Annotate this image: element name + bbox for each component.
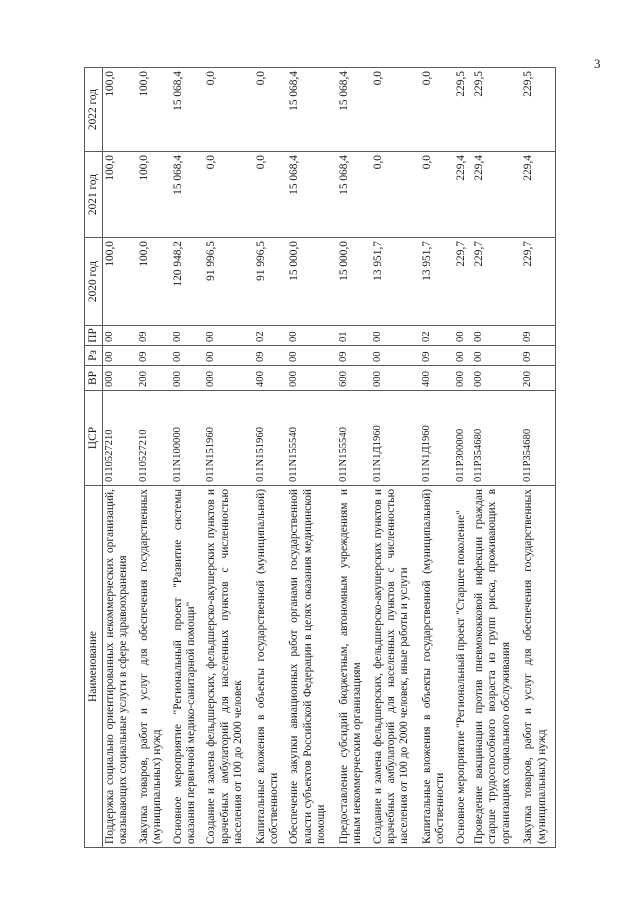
header-vr: ВР [84,366,102,391]
row-vr: 000 [170,366,204,391]
row-pr: 00 [370,326,419,346]
row-rz: 00 [204,346,253,366]
row-csr: 011N155540 [336,391,370,486]
table-row [253,68,287,848]
row-csr: 011P354680 [521,391,555,486]
row-2021: 0,0 [253,152,287,238]
row-name: Обеспечение закупки авиационных работ органами государственной власти субъектов Российской Федерации в целях оказания медицинской помощи [287,486,336,848]
row-pr: 09 [521,326,555,346]
header-2022: 2022 год [84,68,102,152]
row-pr: 02 [419,326,453,346]
row-csr: 0110527210 [102,391,136,486]
row-2020: 15 000,0 [336,238,370,326]
row-csr: 011N151960 [253,391,287,486]
table-row [204,68,253,848]
row-vr: 000 [370,366,419,391]
row-pr: 00 [102,326,136,346]
row-2022: 100,0 [136,68,170,152]
row-rz: 09 [521,346,555,366]
row-name: Проведение вакцинации против пневмококковой инфекции граждан старше трудоспособного возраста из групп риска, проживающих в организациях социального обслуживания [471,486,520,848]
row-2022: 100,0 [102,68,136,152]
budget-table [84,67,556,848]
row-rz: 00 [287,346,336,366]
row-vr: 400 [419,366,453,391]
row-2021: 229,4 [453,152,471,238]
row-rz: 09 [419,346,453,366]
row-pr: 00 [204,326,253,346]
row-vr: 000 [102,366,136,391]
row-2020: 229,7 [521,238,555,326]
row-2022: 229,5 [471,68,520,152]
row-csr: 0110527210 [136,391,170,486]
row-pr: 00 [287,326,336,346]
row-rz: 00 [471,346,520,366]
header-rz: Рз [84,346,102,366]
row-vr: 000 [453,366,471,391]
table-row [170,68,204,848]
row-pr: 01 [336,326,370,346]
rotated-document-sheet [84,68,556,848]
row-csr: 011N1Д1960 [419,391,453,486]
row-rz: 09 [336,346,370,366]
row-rz: 00 [453,346,471,366]
row-name: Капитальные вложения в объекты государственной (муниципальной) собственности [253,486,287,848]
table-row [102,68,136,848]
row-vr: 200 [136,366,170,391]
header-pr: ПР [84,326,102,346]
row-csr: 011P354680 [471,391,520,486]
row-2021: 15 068,4 [287,152,336,238]
row-2022: 0,0 [253,68,287,152]
row-name: Предоставление субсидий бюджетным, автономным учреждениям и иным некоммерческим организациям [336,486,370,848]
row-2022: 229,5 [521,68,555,152]
row-2020: 13 951,7 [419,238,453,326]
header-2020: 2020 год [84,238,102,326]
row-2021: 15 068,4 [170,152,204,238]
header-name: Наименование [84,486,102,848]
table-row [419,68,453,848]
row-2021: 229,4 [471,152,520,238]
row-rz: 09 [136,346,170,366]
row-2021: 100,0 [136,152,170,238]
row-2022: 0,0 [419,68,453,152]
row-2020: 91 996,5 [204,238,253,326]
row-csr: 011P300000 [453,391,471,486]
row-2021: 0,0 [370,152,419,238]
row-2021: 15 068,4 [336,152,370,238]
row-rz: 00 [370,346,419,366]
row-2020: 91 996,5 [253,238,287,326]
row-name: Закупка товаров, работ и услуг для обеспечения государственных (муниципальных) нужд [521,486,555,848]
row-2020: 229,7 [453,238,471,326]
row-pr: 00 [170,326,204,346]
table-row [453,68,471,848]
row-vr: 600 [336,366,370,391]
row-name: Создание и замена фельдшерских, фельдшерско-акушерских пунктов и врачебных амбулаторий для населенных пунктов с численностью населения от 100 до 2000 человек, иные работы и услуги [370,486,419,848]
table-row [136,68,170,848]
row-2020: 100,0 [102,238,136,326]
row-name: Основное мероприятие "Региональный проект "Развитие системы оказания первичной медико-санитарной помощи" [170,486,204,848]
row-2021: 0,0 [419,152,453,238]
row-vr: 000 [287,366,336,391]
row-2020: 13 951,7 [370,238,419,326]
row-vr: 200 [521,366,555,391]
row-2022: 15 068,4 [287,68,336,152]
row-name: Поддержка социально ориентированных некоммерческих организаций, оказывающих социальные услуги в сфере здравоохранения [102,486,136,848]
table-row [336,68,370,848]
row-2021: 100,0 [102,152,136,238]
row-name: Капитальные вложения в объекты государственной (муниципальной) собственности [419,486,453,848]
row-2021: 229,4 [521,152,555,238]
row-2022: 0,0 [204,68,253,152]
row-name: Основное мероприятие "Региональный проект "Старшее поколение" [453,486,471,848]
row-csr: 011N151960 [204,391,253,486]
table-row [287,68,336,848]
row-rz: 09 [253,346,287,366]
row-2020: 100,0 [136,238,170,326]
table-row [370,68,419,848]
page-number: 3 [594,56,601,71]
row-vr: 000 [471,366,520,391]
row-csr: 011N100000 [170,391,204,486]
row-csr: 011N155540 [287,391,336,486]
row-csr: 011N1Д1960 [370,391,419,486]
row-2022: 229,5 [453,68,471,152]
row-2021: 0,0 [204,152,253,238]
row-2020: 15 000,0 [287,238,336,326]
header-2021: 2021 год [84,152,102,238]
table-row [521,68,555,848]
row-rz: 00 [170,346,204,366]
row-rz: 00 [102,346,136,366]
row-pr: 00 [453,326,471,346]
row-pr: 09 [136,326,170,346]
row-2020: 120 948,2 [170,238,204,326]
row-vr: 400 [253,366,287,391]
row-pr: 00 [471,326,520,346]
row-2022: 0,0 [370,68,419,152]
row-pr: 02 [253,326,287,346]
header-csr: ЦСР [84,391,102,486]
row-2020: 229,7 [471,238,520,326]
table-row [471,68,520,848]
table-header-row [84,68,102,848]
row-name: Закупка товаров, работ и услуг для обеспечения государственных (муниципальных) нужд [136,486,170,848]
row-2022: 15 068,4 [336,68,370,152]
row-2022: 15 068,4 [170,68,204,152]
row-name: Создание и замена фельдшерских, фельдшерско-акушерских пунктов и врачебных амбулаторий для населенных пунктов с численностью населения от 100 до 2000 человек [204,486,253,848]
row-vr: 000 [204,366,253,391]
